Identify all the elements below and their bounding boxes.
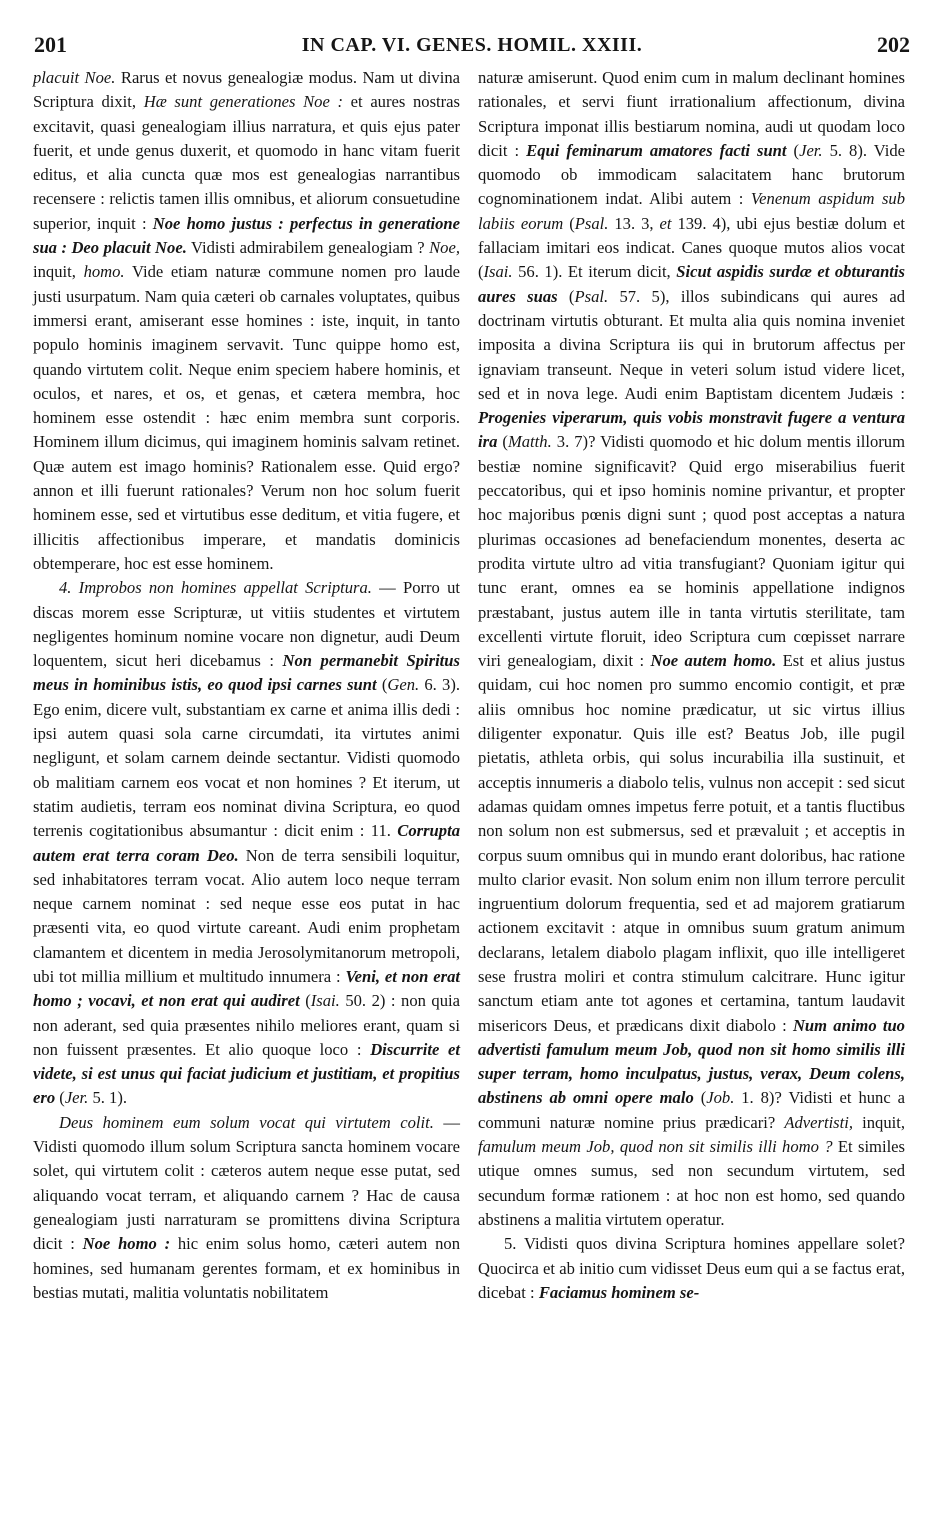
text-run: ( — [557, 286, 575, 306]
text-run: et aures nostras excitavit, quasi genealogiam illius narratura, et quis ejus pater fuerit, et unde genus duxerit, et quomodo in hanc vitam fuerit editus, et alia cuncta quæ mos est genealogias narrantibus recensere : relictis tamen illis omnibus, et aliorum consuetudine superior, inquit : — [33, 92, 460, 233]
left-column — [33, 66, 460, 1305]
italic-text: Isai. — [310, 991, 340, 1011]
paragraph — [478, 66, 905, 1232]
text-run: 5. 1). — [88, 1088, 128, 1108]
scripture-quote: Noe homo justus : perfectus in generatione sua : Deo placuit Noe. — [33, 213, 460, 258]
text-run: 13. 3, — [608, 213, 660, 233]
text-run: — Vidisti quomodo illum solum Scriptura sancta hominem vocare solet, qui virtutem colit : cæteros autem neque esse putat, sed aliquando vocat terram, et aliquando carnem ? Hac de causa genealogiam justi narraturam se promittens divina Scriptura dicit : — [33, 1112, 460, 1254]
text-run: 3. 7)? Vidisti quomodo et hic dolum mentis illorum bestiæ nomine significavit? Quid ergo miserabilius fuerit peccatoribus, qui et ipso hominis nomine privantur, et propter hoc majoribus pœnis digni sunt ; quod post acceptas a natura plurimas occasiones ad benefaciendum monentes, deserta ac prodita virtute ultro ad vitia transfugiant? Quoniam igitur qui tunc erant, omnes ea se hominis appellatione indignos præstabant, justus autem ille in tanta virtutis sterilitate, tam excellenti virtute floruit, ideo Scriptura cum cœpisset narrare viri genealogiam, dixit : — [478, 432, 905, 671]
text-run: 5. 8). Vide quomodo ob immodicam salacitatem hanc brutorum cognominationem indat. Alibi autem : — [478, 140, 905, 209]
italic-text: et — [659, 213, 672, 233]
italic-text: Gen. — [387, 675, 420, 695]
italic-text: Venenum aspidum sub labiis eorum — [478, 189, 905, 233]
text-run: hic enim solus homo, cæteri autem non homines, sed humanam gerentes formam, et ex hominibus in bestias mutati, malitia voluntatis nobilitatem — [33, 1234, 461, 1302]
text-run: ( — [376, 675, 388, 695]
right-column — [478, 66, 905, 1305]
text-run: inquit, — [33, 262, 84, 282]
italic-text: homo. — [83, 262, 125, 282]
italic-text: Jer. — [64, 1088, 89, 1108]
text-run: ( — [55, 1088, 65, 1108]
scripture-quote: Veni, et non erat homo ; vocavi, et non erat qui audiret — [33, 966, 460, 1011]
paragraph — [33, 576, 460, 1111]
text-run: ( — [563, 213, 575, 233]
scripture-quote: Discurrite et videte, si est unus qui faciat judicium et justitiam, et propitius ero — [33, 1039, 460, 1108]
text-run: Vidisti admirabilem genealogiam ? — [186, 238, 430, 258]
text-run: 56. 1). Et iterum dicit, — [512, 262, 677, 282]
text-run: 139. 4), ubi ejus bestiæ dolum et fallaciam imitari eos indicat. Canes quoque mutos alios vocat ( — [478, 213, 905, 282]
running-title: IN CAP. VI. GENES. HOMIL. XXIII. — [301, 34, 643, 56]
italic-text: Hæ sunt generationes Noe : — [143, 92, 344, 112]
scripture-quote: Noe autem homo. — [650, 651, 777, 671]
page-number-right: 202 — [877, 32, 910, 57]
text-run: 57. 5), illos subindicans qui aures ad doctrinam virtutis obturant. Et multa alia quis nomina inveniet imposita a divina Scriptura iis qui in brutorum affectus per ignaviam transeunt. Neque in veteri solum istud videre licet, sed et in nova lege. Audi enim Baptistam dicentem Judæis : — [478, 286, 905, 403]
italic-text: Noe, — [429, 238, 460, 258]
scripture-quote: Non permanebit Spiritus meus in hominibus istis, eo quod ipsi carnes sunt — [33, 651, 460, 695]
text-run: ( — [497, 432, 508, 452]
text-run: Est et alius justus quidam, cui hoc nomen pro summo encomio contigit, et præ aliis omnibus hoc nomine prædicatur, ut sic virtus illius diligenter exponatur. Quis ille est? Beatus Job, ille pugil pietatis, athleta orbis, qui solus incurabilia illa sustinuit, et acceptis innumeris a diabolo telis, vulnus non accepit : sed sicut adamas quidam omnes impetus ferre potuit, et a tantis fluctibus non solum non est submersus, sed et prævaluit ; et acceptis in corpus suum omnibus qui in mundo erant doloribus, hac ratione multo clarior evasit. Non solum enim non illum terrore perculit ingruentium dolorum frequentia, sed et ad majorem gratiarum actionem excitavit : atque in omnibus suum gratum animum declarans, letalem diabolo plagam inflixit, quo ille intelligeret sese frustra moliri et contra stimulum calcitrare. Hunc igitur sanctum etiam ante tot agones et certamina, tantum laudavit misericors Deus, et prædicans dixit diabolo : — [478, 651, 906, 1035]
scripture-quote: Equi feminarum amatores facti sunt — [526, 140, 787, 160]
italic-text: famulum meum Job, quod non sit similis illi homo ? — [478, 1137, 833, 1157]
page-number-left: 201 — [34, 32, 67, 57]
italic-text: placuit Noe. — [33, 68, 116, 87]
text-run: inquit, — [853, 1112, 905, 1132]
text-run: — Porro ut discas morem esse Scripturæ, ut vitiis studentes et virtutem negligentes hominum nomine vocare non dignetur, audi Deum loquentem, sicut heri dicebamus : — [33, 578, 460, 671]
page-header — [34, 32, 910, 58]
text-run: Rarus et novus genealogiæ modus. Nam ut divina Scriptura dixit, — [33, 68, 460, 112]
text-run: ( — [786, 140, 800, 160]
text-run: ( — [299, 991, 311, 1011]
paragraph — [33, 1111, 460, 1305]
italic-text: Jer. — [799, 140, 823, 160]
italic-text: Deus hominem eum solum vocat qui virtutem colit. — [59, 1112, 434, 1132]
scripture-quote: Noe homo : — [82, 1234, 171, 1254]
scripture-quote: Sicut aspidis surdæ et obturantis aures suas — [478, 262, 905, 306]
text-run: ( — [693, 1088, 707, 1108]
scripture-quote: Num animo tuo advertisti famulum meum Job, quod non sit homo similis illi super terram, homo inculpatus, justus, verax, Deum colens, abstinens ab omni opere malo — [478, 1015, 905, 1108]
text-run: Et similes utique omnes sumus, sed non secundum virtutem, sed secundum formæ rationem : at hoc non est homo, sed quando abstinens a malitia virtutem operatur. — [478, 1137, 906, 1229]
italic-text: Advertisti, — [784, 1112, 854, 1132]
text-run: 5. Vidisti quos divina Scriptura homines appellare solet? Quocirca et ab initio cum vidisset Deus eum qui a se factus erat, dicebat : — [478, 1234, 905, 1302]
italic-text: Isai. — [483, 262, 513, 282]
text-run: 50. 2) : non quia non aderant, sed quia præsentes nihilo meliores erant, quam si non fuissent præsentes. Et alio quoque loco : — [33, 991, 460, 1059]
text-run: Non de terra sensibili loquitur, sed inhabitatores terram vocat. Alio autem loco neque terram neque carnem nominat : sed neque esse eos putat in hac præsenti vita, eo quod virtute careant. Audi enim prophetam clamantem et dicentem in media Jerosolymitanorum metropoli, ubi tot millia millium et multitudo innumera : — [33, 845, 460, 986]
scripture-quote: Corrupta autem erat terra coram Deo. — [33, 821, 460, 865]
italic-text: 4. Improbos non homines appellat Scriptura. — [59, 578, 372, 598]
text-run: 1. 8)? Vidisti et hunc a communi naturæ nomine prius prædicari? — [478, 1088, 905, 1132]
italic-text: Psal. — [574, 213, 609, 233]
scripture-quote: Faciamus hominem se- — [538, 1282, 700, 1302]
text-run: Vide etiam naturæ commune nomen pro laude justi usurpatum. Nam quia cæteri ob carnales voluptates, quibus immersi erant, amiserant esse homines : iste, inquit, in tanto populo hominis imaginem servavit. Tunc quippe homo est, quando virtutem colit. Neque enim speciem habere hominis, et oculos, et nares, et os, et genas, et cætera membra, hoc hominem esse ostendit : hæc enim membra sunt corporis. Hominem illum dicimus, qui imaginem hominis salvam retinet. Quæ autem est imago hominis? Rationalem esse. Quid ergo? annon et illi fuerunt rationales? Verum non hoc solum fuerit hominem esse, sed et virtutibus esse deditum, et vitia fugere, et illicitis affectionibus imperare, et mandatis dominicis obtemperare, hoc est esse hominem. — [33, 262, 460, 573]
paragraph — [478, 1232, 905, 1305]
paragraph — [33, 66, 460, 576]
scripture-quote: Progenies viperarum, quis vobis monstravit fugere a ventura ira — [478, 408, 905, 452]
italic-text: Psal. — [574, 286, 609, 306]
text-run: 6. 3). Ego enim, dicere vult, substantiam ex carne et anima illis dedi : ipsi autem quasi sola carne circumdati, ita virtutes animi negligunt, et solam carnem deinde sectantur. Vidisti quomodo ob malitiam carnem eos vocat et non homines ? Et iterum, ut statim audietis, terram eos nominat divina Scriptura, eo quod terrenis cogitationibus absumantur : dicit enim : 11. — [33, 675, 460, 841]
text-run: naturæ amiserunt. Quod enim cum in malum declinant homines rationales, et servi fiunt irrationalium affectionum, divina Scriptura imponat illis bestiarum nomina, audi ut quodam loco dicit : — [478, 68, 905, 160]
italic-text: Matth. — [507, 432, 552, 452]
italic-text: Job. — [706, 1088, 735, 1108]
